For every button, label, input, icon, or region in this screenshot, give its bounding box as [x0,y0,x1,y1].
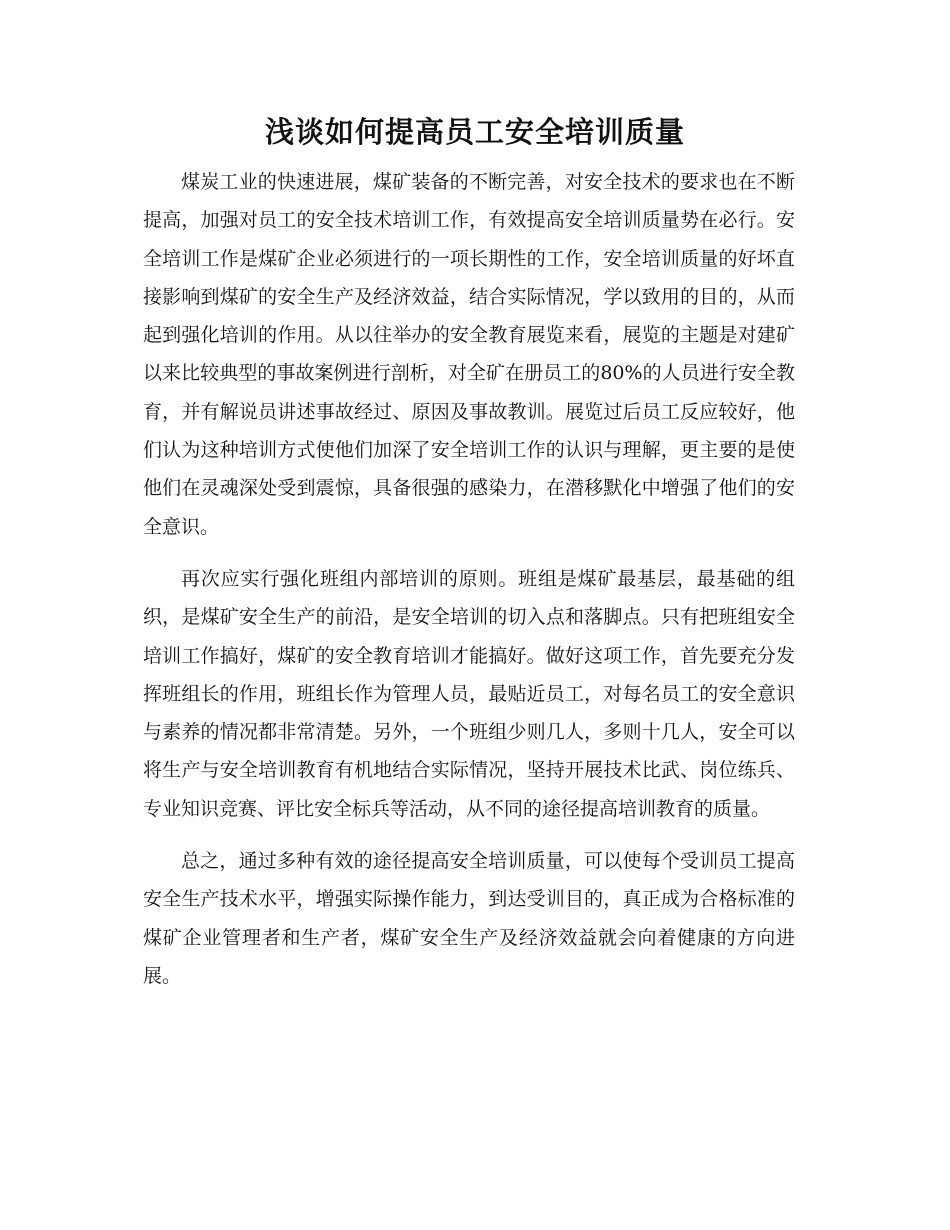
paragraph-2: 再次应实行强化班组内部培训的原则。班组是煤矿最基层，最基础的组织，是煤矿安全生产的前沿，是安全培训的切入点和落脚点。只有把班组安全培训工作搞好，煤矿的安全教育培训才能搞好。做好这项工作，首先要充分发挥班组长的作用，班组长作为管理人员，最贴近员工，对每名员工的安全意识与素养的情况都非常清楚。另外，一个班组少则几人，多则十几人，安全可以将生产与安全培训教育有机地结合实际情况，坚持开展技术比武、岗位练兵、专业知识竞赛、评比安全标兵等活动，从不同的途径提高培训教育的质量。 [143,567,795,820]
page-title: 浅谈如何提高员工安全培训质量 [264,115,685,149]
paragraph-1: 煤炭工业的快速进展，煤矿装备的不断完善，对安全技术的要求也在不断提高，加强对员工的安全技术培训工作，有效提高安全培训质量势在必行。安全培训工作是煤矿企业必须进行的一项长期性的工作，安全培训质量的好坏直接影响到煤矿的安全生产及经济效益，结合实际情况，学以致用的目的，从而起到强化培训的作用。从以往举办的安全教育展览来看，展览的主题是对建矿以来比较典型的事故案例进行剖析，对全矿在册员工的80%的人员进行安全教育，并有解说员讲述事故经过、原因及事故教训。展览过后员工反应较好，他们认为这种培训方式使他们加深了安全培训工作的认识与理解，更主要的是使他们在灵魂深处受到震惊，具备很强的感染力，在潜移默化中增强了他们的安全意识。 [143,171,795,538]
article-body [143,163,795,995]
paragraph-3: 总之，通过多种有效的途径提高安全培训质量，可以使每个受训员工提高安全生产技术水平，增强实际操作能力，到达受训目的，真正成为合格标准的煤矿企业管理者和生产者，煤矿安全生产及经济效益就会向着健康的方向进展。 [143,850,795,987]
